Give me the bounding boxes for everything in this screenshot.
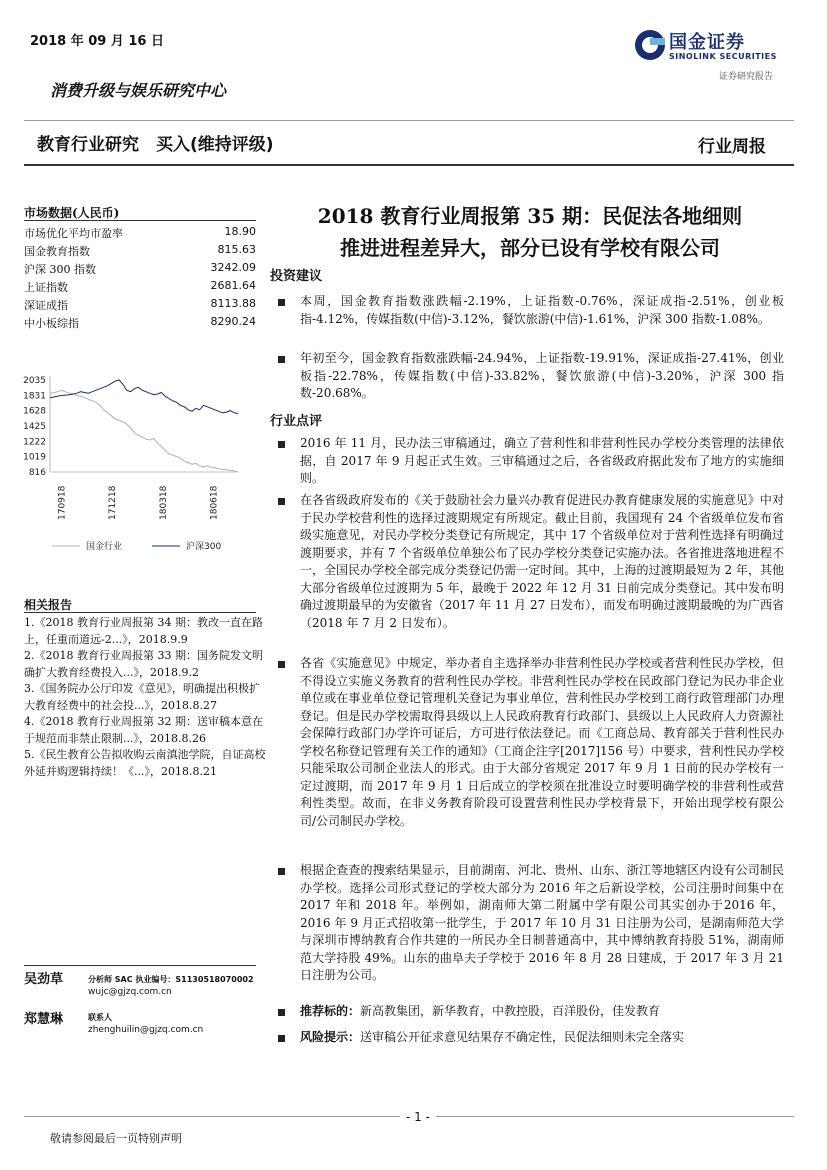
chart-series-line (50, 390, 238, 472)
chart-x-tick-label: 171218 (108, 485, 119, 520)
market-row-value: 8290.24 (210, 315, 256, 328)
market-row (24, 261, 256, 279)
report-title (270, 200, 790, 264)
market-row-label: 国金教育指数 (24, 245, 90, 258)
market-row-value: 2681.64 (210, 279, 256, 292)
comment-bullet (278, 435, 784, 488)
related-report-link[interactable]: 5.《民生教育公告拟收购云南滇池学院，自证高校外延并购逻辑持续！《...》，2018.8.21 (24, 748, 266, 778)
market-row (24, 225, 256, 243)
chart-y-tick-label: 1019 (23, 452, 46, 463)
related-report-link[interactable]: 3.《国务院办公厅印发《意见》，明确提出积极扩大教育经费中的社会投...》，2018.8.27 (24, 682, 260, 712)
market-data-title: 市场数据(人民币) (24, 206, 120, 220)
related-reports-list (24, 615, 266, 780)
divider (24, 120, 794, 121)
recommend-label: 推荐标的： (300, 1004, 361, 1018)
report-title-line: 推进进程差异大，部分已设有学校有限公司 (340, 236, 720, 260)
risk-label: 风险提示： (300, 1030, 361, 1044)
market-row-label: 中小板综指 (24, 317, 79, 330)
bullet-square-icon (278, 868, 285, 875)
bullet-square-icon (278, 356, 285, 363)
index-chart (22, 368, 262, 578)
chart-x-tick-label: 170918 (57, 485, 68, 520)
recommend-text: 新高教集团，新华教育，中教控股，百洋股份，佳发教育 (360, 1004, 661, 1018)
report-date: 2018 年 09 月 16 日 (30, 34, 164, 49)
recommend-bullet (278, 1003, 784, 1021)
market-row-value: 8113.88 (210, 297, 256, 310)
bullet-square-icon (278, 1009, 285, 1016)
risk-bullet (278, 1029, 784, 1047)
industry-rating-headline: 教育行业研究 买入(维持评级) (37, 135, 274, 155)
bullet-square-icon (278, 441, 285, 448)
bullet-square-icon (278, 1035, 285, 1042)
bullet-text: 根据企查查的搜索结果显示，目前湖南、河北、贵州、山东、浙江等地辖区内设有公司制民办学校。选择公司形式登记的学校大部分为 2016 年之后新设学校，公司注册时间集中在 2017 年和 2018 年。举例如，湖南师大第二附属中学有限公司其实创办于2016 年，2016 年 9 月正式招收第一批学生，于 2017 年 10 月 31 日注册为公司，是湖南师范大学与深圳市博纳教育合作共建的一所民办全日制普通高中，其中博纳教育持股 51%，湖南师范大学持股 49%。山东的曲阜夫子学校于 2016 年 8 月 28 日建成，于 2017 年 3 月 21 日注册为公司。 (300, 863, 784, 982)
market-row-label: 市场优化平均市盈率 (24, 227, 123, 240)
advice-bullet (278, 293, 784, 328)
market-row-value: 815.63 (217, 243, 256, 256)
market-row-label: 上证指数 (24, 281, 68, 294)
chart-legend-label: 国金行业 (86, 542, 123, 552)
brand-logo-icon (633, 28, 667, 62)
bullet-text: 在各省级政府发布的《关于鼓励社会力量兴办教育促进民办教育健康发展的实施意见》中对于民办学校营利性的选择过渡期规定有所规定。截止目前，我国现有 24 个省级单位发布省级实施意见，对民办学校分类登记有所规定，其中 17 个省级单位对于营利性选择有明确过渡期要求，并有 7 个省级单位单独公布了民办学校分类登记实施办法。各省推进落地进程不一，全国民办学校全部完成分类登记仍需一定时间。其中，上海的过渡期最短为 2 年，其他大部分省级单位过渡期为 5 年，最晚于 2022 年 12 月 31 日前完成分类登记。其中发布明确过渡期最早的为安徽省（2017 年 11 月 27 日发布），而发布明确过渡期最晚的为广西省（2018 年 7 月 2 日发布）。 (300, 493, 784, 630)
divider (24, 612, 256, 613)
market-row-value: 3242.09 (210, 261, 256, 274)
market-row (24, 279, 256, 297)
advice-bullet (278, 350, 784, 403)
section-heading-comment: 行业点评 (270, 414, 323, 429)
related-report-link[interactable]: 4.《2018 教育行业周报第 32 期：送审稿本意在于规范而非禁止限制...》，2018.8.26 (24, 715, 263, 745)
chart-x-tick-label: 180618 (209, 485, 220, 520)
disclaimer-note: 敬请参阅最后一页特别声明 (50, 1132, 182, 1145)
chart-x-tick-label: 180318 (158, 485, 169, 520)
section-heading-advice: 投资建议 (270, 269, 323, 284)
bullet-square-icon (278, 498, 285, 505)
author-email[interactable]: zhenghuilin@gjzq.com.cn (88, 1025, 204, 1035)
chart-series-line (50, 380, 238, 414)
market-row (24, 297, 256, 315)
brand-sub: 证券研究报告 (719, 72, 774, 82)
comment-bullet (278, 492, 784, 632)
market-row-value: 18.90 (224, 225, 256, 238)
brand-name-en: SINOLINK SECURITIES (669, 52, 777, 61)
chart-y-tick-label: 1831 (23, 391, 46, 402)
comment-bullet (278, 655, 784, 830)
market-row (24, 243, 256, 261)
author-email[interactable]: wujc@gjzq.com.cn (88, 987, 172, 997)
bullet-square-icon (278, 661, 285, 668)
divider (24, 220, 256, 221)
author-name: 吴劲草 (24, 972, 64, 987)
report-title-line: 2018 教育行业周报第 35 期：民促法各地细则 (317, 204, 743, 228)
author-block (24, 968, 63, 987)
divider (24, 164, 794, 166)
author-role: 联系人 (88, 1013, 112, 1022)
market-row-label: 深证成指 (24, 299, 68, 312)
brand-name-cn: 国金证券 (669, 32, 745, 53)
market-row (24, 315, 256, 333)
related-report-link[interactable]: 2.《2018 教育行业周报第 33 期：国务院发文明确扩大教育经费投入...》，2018.9.2 (24, 649, 263, 679)
chart-y-tick-label: 1425 (23, 422, 46, 433)
research-center: 消费升级与娱乐研究中心 (50, 81, 227, 100)
risk-text: 送审稿公开征求意见结果存不确定性，民促法细则未完全落实 (360, 1030, 685, 1044)
author-role: 分析师 SAC 执业编号：S1130518070002 (88, 975, 254, 984)
chart-y-tick-label: 2035 (23, 376, 46, 386)
bullet-text: 2016 年 11 月，民办法三审稿通过，确立了营利性和非营利性民办学校分类管理的法律依据，自 2017 年 9 月起正式生效。三审稿通过之后，各省级政府据此发布了地方的实施细则。 (300, 436, 784, 485)
chart-legend-label: 沪深300 (186, 542, 222, 552)
related-reports-title: 相关报告 (24, 598, 73, 612)
bullet-square-icon (278, 299, 285, 306)
market-row-label: 沪深 300 指数 (24, 263, 96, 276)
author-block (24, 1008, 63, 1027)
comment-bullet (278, 862, 784, 985)
report-type: 行业周报 (698, 137, 766, 157)
chart-y-tick-label: 1222 (23, 437, 46, 448)
page-number: - 1 - (400, 1110, 436, 1124)
author-name: 郑慧琳 (24, 1012, 64, 1027)
related-report-link[interactable]: 1.《2018 教育行业周报第 34 期：教改一直在路上，任重而道远-2...》，2018.9.9 (24, 616, 263, 646)
bullet-text: 各省《实施意见》中规定，举办者自主选择举办非营利性民办学校或者营利性民办学校，但不得设立实施义务教育的营利性民办学校。非营利性民办学校在民政部门登记为民办非企业单位或在事业单位登记管理机关登记为事业单位，营利性民办学校到工商行政管理部门办理登记。但是民办学校需取得县级以上人民政府教育行政部门、县级以上人民政府人力资源社会保障行政部门办学许可证后，方可进行依法登记。而《工商总局、教育部关于营利性民办学校名称登记管理有关工作的通知》（工商企注字[2017]156 号）中要求，营利性民办学校只能采取公司制企业法人的形式。由于大部分省规定 2017 年 9 月 1 日前的民办学校有一定过渡期，而 2017 年 9 月 1 日后成立的学校须在批准设立时要明确学校的非营利性或营利性类型。故而，在非义务教育阶段可设置营利性民办学校背景下，开始出现学校有限公司/公司制民办学校。 (300, 656, 784, 828)
bullet-text: 年初至今，国金教育指数涨跌幅-24.94%，上证指数-19.91%，深证成指-27.41%，创业板指-22.78%，传媒指数(中信)-33.82%，餐饮旅游(中信)-3.20%，沪深 300 指数-20.68%。 (300, 351, 784, 400)
bullet-text: 本周，国金教育指数涨跌幅-2.19%，上证指数-0.76%，深证成指-2.51%，创业板指-4.12%，传媒指数(中信)-3.12%，餐饮旅游(中信)-1.61%，沪深 300 指数-1.08%。 (300, 294, 784, 326)
divider (24, 965, 256, 966)
chart-y-tick-label: 816 (28, 468, 46, 478)
chart-y-tick-label: 1628 (23, 406, 46, 417)
brand-logo (633, 26, 793, 86)
